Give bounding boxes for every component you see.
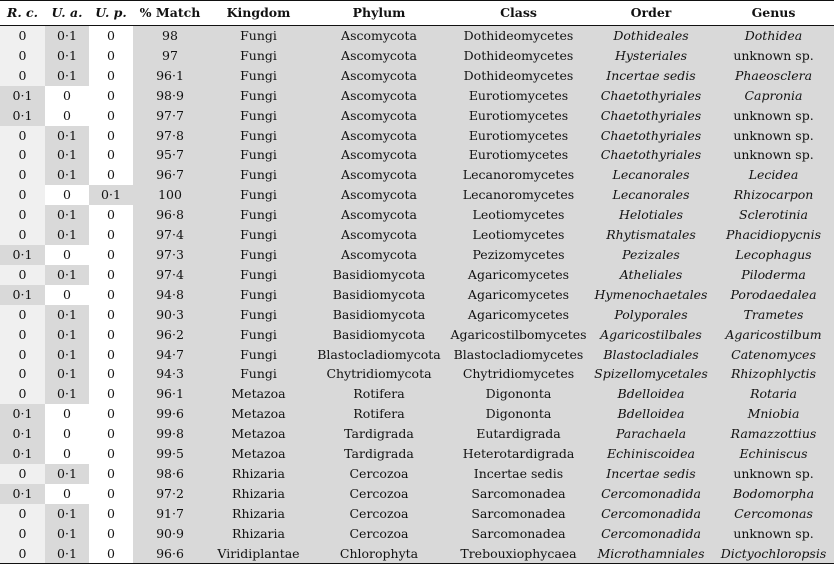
cell-match: 96·1 — [133, 384, 207, 404]
cell-ua: 0·1 — [45, 26, 89, 46]
cell-genus: Dothidea — [713, 26, 834, 46]
cell-kingdom: Fungi — [207, 245, 310, 265]
cell-class: Sarcomonadea — [448, 524, 589, 544]
cell-up: 0 — [89, 46, 133, 66]
cell-up: 0 — [89, 205, 133, 225]
cell-rc: 0 — [0, 305, 45, 325]
cell-class: Chytridiomycetes — [448, 364, 589, 384]
cell-order: Hymenochaetales — [589, 285, 713, 305]
cell-match: 97·4 — [133, 225, 207, 245]
table-row — [0, 265, 834, 285]
cell-match: 98·6 — [133, 464, 207, 484]
cell-phylum: Basidiomycota — [310, 285, 448, 305]
table-row — [0, 305, 834, 325]
cell-up: 0 — [89, 524, 133, 544]
cell-rc: 0·1 — [0, 444, 45, 464]
cell-class: Lecanoromycetes — [448, 165, 589, 185]
cell-order: Incertae sedis — [589, 66, 713, 86]
cell-genus: Capronia — [713, 86, 834, 106]
cell-phylum: Cercozoa — [310, 504, 448, 524]
cell-up: 0 — [89, 444, 133, 464]
table-row — [0, 126, 834, 146]
cell-genus: Agaricostilbum — [713, 325, 834, 345]
table-row — [0, 145, 834, 165]
cell-kingdom: Fungi — [207, 185, 310, 205]
cell-order: Cercomonadida — [589, 484, 713, 504]
cell-phylum: Ascomycota — [310, 165, 448, 185]
cell-class: Blastocladiomycetes — [448, 345, 589, 365]
cell-rc: 0 — [0, 66, 45, 86]
table-row — [0, 245, 834, 265]
cell-genus: Cercomonas — [713, 504, 834, 524]
cell-class: Eurotiomycetes — [448, 106, 589, 126]
cell-genus: Bodomorpha — [713, 484, 834, 504]
cell-kingdom: Fungi — [207, 86, 310, 106]
cell-class: Trebouxiophycaea — [448, 544, 589, 564]
cell-genus: unknown sp. — [713, 126, 834, 146]
table-row — [0, 26, 834, 46]
cell-phylum: Ascomycota — [310, 66, 448, 86]
cell-kingdom: Fungi — [207, 145, 310, 165]
cell-order: Chaetothyriales — [589, 106, 713, 126]
cell-order: Incertae sedis — [589, 464, 713, 484]
cell-ua: 0 — [45, 86, 89, 106]
cell-phylum: Chytridiomycota — [310, 364, 448, 384]
cell-ua: 0 — [45, 404, 89, 424]
header-ua: U. a. — [45, 1, 89, 26]
cell-kingdom: Rhizaria — [207, 504, 310, 524]
cell-genus: unknown sp. — [713, 524, 834, 544]
cell-class: Pezizomycetes — [448, 245, 589, 265]
cell-class: Agaricomycetes — [448, 265, 589, 285]
cell-ua: 0·1 — [45, 66, 89, 86]
cell-rc: 0 — [0, 126, 45, 146]
cell-rc: 0·1 — [0, 424, 45, 444]
cell-phylum: Ascomycota — [310, 185, 448, 205]
cell-match: 97·2 — [133, 484, 207, 504]
table-row — [0, 285, 834, 305]
cell-match: 97 — [133, 46, 207, 66]
cell-class: Dothideomycetes — [448, 66, 589, 86]
cell-order: Chaetothyriales — [589, 145, 713, 165]
cell-up: 0 — [89, 145, 133, 165]
table-row — [0, 225, 834, 245]
cell-up: 0 — [89, 464, 133, 484]
cell-kingdom: Viridiplantae — [207, 544, 310, 564]
cell-up: 0 — [89, 384, 133, 404]
header-order: Order — [589, 1, 713, 26]
cell-rc: 0 — [0, 464, 45, 484]
cell-phylum: Ascomycota — [310, 46, 448, 66]
cell-up: 0 — [89, 424, 133, 444]
cell-rc: 0·1 — [0, 404, 45, 424]
cell-class: Eurotiomycetes — [448, 86, 589, 106]
cell-rc: 0 — [0, 504, 45, 524]
cell-genus: Rotaria — [713, 384, 834, 404]
cell-ua: 0·1 — [45, 504, 89, 524]
table-row — [0, 464, 834, 484]
cell-ua: 0·1 — [45, 464, 89, 484]
table-row — [0, 504, 834, 524]
cell-phylum: Rotifera — [310, 404, 448, 424]
cell-class: Dothideomycetes — [448, 46, 589, 66]
cell-match: 98·9 — [133, 86, 207, 106]
cell-ua: 0·1 — [45, 384, 89, 404]
cell-order: Dothideales — [589, 26, 713, 46]
cell-order: Microthamniales — [589, 544, 713, 564]
header-rc: R. c. — [0, 1, 45, 26]
cell-genus: Phacidiopycnis — [713, 225, 834, 245]
cell-ua: 0·1 — [45, 364, 89, 384]
cell-order: Spizellomycetales — [589, 364, 713, 384]
cell-phylum: Rotifera — [310, 384, 448, 404]
cell-match: 94·3 — [133, 364, 207, 384]
cell-ua: 0 — [45, 245, 89, 265]
cell-order: Rhytismatales — [589, 225, 713, 245]
cell-ua: 0·1 — [45, 305, 89, 325]
cell-rc: 0·1 — [0, 285, 45, 305]
cell-genus: Lecophagus — [713, 245, 834, 265]
cell-up: 0 — [89, 345, 133, 365]
cell-order: Bdelloidea — [589, 404, 713, 424]
cell-kingdom: Metazoa — [207, 444, 310, 464]
cell-order: Parachaela — [589, 424, 713, 444]
cell-match: 97·8 — [133, 126, 207, 146]
cell-kingdom: Fungi — [207, 165, 310, 185]
cell-ua: 0 — [45, 185, 89, 205]
cell-ua: 0·1 — [45, 524, 89, 544]
table-body — [0, 26, 834, 564]
cell-kingdom: Fungi — [207, 205, 310, 225]
cell-class: Heterotardigrada — [448, 444, 589, 464]
cell-kingdom: Fungi — [207, 305, 310, 325]
cell-genus: Ramazzottius — [713, 424, 834, 444]
cell-class: Leotiomycetes — [448, 205, 589, 225]
cell-match: 91·7 — [133, 504, 207, 524]
header-genus: Genus — [713, 1, 834, 26]
cell-phylum: Ascomycota — [310, 205, 448, 225]
cell-up: 0 — [89, 305, 133, 325]
cell-rc: 0 — [0, 345, 45, 365]
table-row — [0, 424, 834, 444]
cell-rc: 0·1 — [0, 106, 45, 126]
cell-up: 0 — [89, 504, 133, 524]
cell-rc: 0·1 — [0, 86, 45, 106]
cell-up: 0·1 — [89, 185, 133, 205]
cell-up: 0 — [89, 364, 133, 384]
cell-genus: unknown sp. — [713, 46, 834, 66]
table-row — [0, 444, 834, 464]
cell-class: Dothideomycetes — [448, 26, 589, 46]
table-row — [0, 384, 834, 404]
cell-order: Cercomonadida — [589, 524, 713, 544]
cell-ua: 0 — [45, 424, 89, 444]
cell-order: Agaricostilbales — [589, 325, 713, 345]
cell-class: Agaricomycetes — [448, 285, 589, 305]
cell-up: 0 — [89, 265, 133, 285]
cell-up: 0 — [89, 86, 133, 106]
cell-phylum: Cercozoa — [310, 464, 448, 484]
cell-genus: unknown sp. — [713, 106, 834, 126]
cell-genus: Catenomyces — [713, 345, 834, 365]
cell-match: 96·2 — [133, 325, 207, 345]
table-row — [0, 46, 834, 66]
cell-kingdom: Fungi — [207, 26, 310, 46]
cell-genus: Lecidea — [713, 165, 834, 185]
table-row — [0, 86, 834, 106]
cell-rc: 0 — [0, 185, 45, 205]
cell-ua: 0 — [45, 484, 89, 504]
cell-ua: 0·1 — [45, 46, 89, 66]
cell-genus: Echiniscus — [713, 444, 834, 464]
cell-match: 100 — [133, 185, 207, 205]
cell-kingdom: Metazoa — [207, 404, 310, 424]
cell-rc: 0 — [0, 145, 45, 165]
cell-phylum: Tardigrada — [310, 424, 448, 444]
cell-match: 96·8 — [133, 205, 207, 225]
cell-genus: Rhizophlyctis — [713, 364, 834, 384]
cell-match: 96·1 — [133, 66, 207, 86]
cell-kingdom: Metazoa — [207, 384, 310, 404]
cell-rc: 0 — [0, 265, 45, 285]
cell-up: 0 — [89, 544, 133, 564]
cell-rc: 0 — [0, 364, 45, 384]
cell-phylum: Ascomycota — [310, 225, 448, 245]
cell-genus: unknown sp. — [713, 464, 834, 484]
cell-class: Agaricomycetes — [448, 305, 589, 325]
cell-class: Sarcomonadea — [448, 504, 589, 524]
cell-phylum: Ascomycota — [310, 145, 448, 165]
cell-kingdom: Metazoa — [207, 424, 310, 444]
cell-up: 0 — [89, 484, 133, 504]
cell-match: 94·7 — [133, 345, 207, 365]
cell-rc: 0 — [0, 205, 45, 225]
cell-genus: Sclerotinia — [713, 205, 834, 225]
cell-class: Digononta — [448, 404, 589, 424]
cell-phylum: Chlorophyta — [310, 544, 448, 564]
header-match: % Match — [133, 1, 207, 26]
cell-match: 99·5 — [133, 444, 207, 464]
cell-up: 0 — [89, 66, 133, 86]
table-header — [0, 1, 834, 26]
table-row — [0, 345, 834, 365]
cell-match: 96·6 — [133, 544, 207, 564]
cell-rc: 0 — [0, 325, 45, 345]
cell-phylum: Tardigrada — [310, 444, 448, 464]
cell-rc: 0 — [0, 26, 45, 46]
cell-phylum: Cercozoa — [310, 524, 448, 544]
cell-ua: 0·1 — [45, 544, 89, 564]
table-row — [0, 524, 834, 544]
cell-kingdom: Rhizaria — [207, 464, 310, 484]
cell-match: 98 — [133, 26, 207, 46]
table-row — [0, 364, 834, 384]
cell-phylum: Ascomycota — [310, 106, 448, 126]
cell-class: Agaricostilbomycetes — [448, 325, 589, 345]
cell-up: 0 — [89, 126, 133, 146]
cell-genus: Rhizocarpon — [713, 185, 834, 205]
cell-rc: 0·1 — [0, 484, 45, 504]
table-row — [0, 165, 834, 185]
cell-genus: unknown sp. — [713, 145, 834, 165]
cell-order: Polyporales — [589, 305, 713, 325]
cell-ua: 0·1 — [45, 225, 89, 245]
cell-kingdom: Fungi — [207, 106, 310, 126]
cell-class: Lecanoromycetes — [448, 185, 589, 205]
cell-phylum: Ascomycota — [310, 86, 448, 106]
header-up: U. p. — [89, 1, 133, 26]
cell-up: 0 — [89, 325, 133, 345]
cell-rc: 0 — [0, 225, 45, 245]
header-class: Class — [448, 1, 589, 26]
cell-class: Digononta — [448, 384, 589, 404]
cell-match: 99·6 — [133, 404, 207, 424]
cell-kingdom: Fungi — [207, 46, 310, 66]
cell-order: Chaetothyriales — [589, 86, 713, 106]
cell-kingdom: Fungi — [207, 285, 310, 305]
cell-order: Lecanorales — [589, 165, 713, 185]
cell-genus: Mniobia — [713, 404, 834, 424]
cell-ua: 0·1 — [45, 265, 89, 285]
cell-phylum: Blastocladiomycota — [310, 345, 448, 365]
cell-up: 0 — [89, 106, 133, 126]
cell-order: Lecanorales — [589, 185, 713, 205]
cell-match: 99·8 — [133, 424, 207, 444]
cell-class: Eurotiomycetes — [448, 145, 589, 165]
cell-genus: Dictyochloropsis — [713, 544, 834, 564]
cell-ua: 0·1 — [45, 205, 89, 225]
cell-genus: Porodaedalea — [713, 285, 834, 305]
cell-match: 95·7 — [133, 145, 207, 165]
cell-ua: 0·1 — [45, 145, 89, 165]
cell-kingdom: Fungi — [207, 225, 310, 245]
cell-order: Blastocladiales — [589, 345, 713, 365]
cell-up: 0 — [89, 26, 133, 46]
cell-ua: 0 — [45, 106, 89, 126]
header-kingdom: Kingdom — [207, 1, 310, 26]
header-row — [0, 1, 834, 26]
cell-ua: 0 — [45, 285, 89, 305]
cell-class: Incertae sedis — [448, 464, 589, 484]
cell-order: Helotiales — [589, 205, 713, 225]
cell-order: Pezizales — [589, 245, 713, 265]
cell-match: 96·7 — [133, 165, 207, 185]
cell-rc: 0 — [0, 524, 45, 544]
cell-class: Leotiomycetes — [448, 225, 589, 245]
cell-rc: 0 — [0, 544, 45, 564]
cell-up: 0 — [89, 285, 133, 305]
cell-kingdom: Rhizaria — [207, 484, 310, 504]
cell-phylum: Ascomycota — [310, 126, 448, 146]
cell-phylum: Cercozoa — [310, 484, 448, 504]
cell-order: Chaetothyriales — [589, 126, 713, 146]
cell-kingdom: Fungi — [207, 126, 310, 146]
cell-ua: 0·1 — [45, 126, 89, 146]
cell-ua: 0·1 — [45, 345, 89, 365]
cell-order: Atheliales — [589, 265, 713, 285]
header-phylum: Phylum — [310, 1, 448, 26]
cell-kingdom: Fungi — [207, 265, 310, 285]
cell-kingdom: Fungi — [207, 66, 310, 86]
cell-match: 90·9 — [133, 524, 207, 544]
cell-order: Bdelloidea — [589, 384, 713, 404]
cell-kingdom: Fungi — [207, 325, 310, 345]
cell-match: 90·3 — [133, 305, 207, 325]
cell-order: Cercomonadida — [589, 504, 713, 524]
cell-rc: 0 — [0, 384, 45, 404]
table-row — [0, 66, 834, 86]
table-row — [0, 106, 834, 126]
cell-class: Sarcomonadea — [448, 484, 589, 504]
cell-up: 0 — [89, 245, 133, 265]
cell-phylum: Basidiomycota — [310, 325, 448, 345]
cell-ua: 0·1 — [45, 165, 89, 185]
cell-kingdom: Fungi — [207, 364, 310, 384]
cell-match: 97·4 — [133, 265, 207, 285]
cell-kingdom: Rhizaria — [207, 524, 310, 544]
cell-kingdom: Fungi — [207, 345, 310, 365]
cell-genus: Piloderma — [713, 265, 834, 285]
cell-order: Echiniscoidea — [589, 444, 713, 464]
cell-phylum: Basidiomycota — [310, 305, 448, 325]
cell-rc: 0 — [0, 46, 45, 66]
cell-class: Eutardigrada — [448, 424, 589, 444]
cell-match: 97·3 — [133, 245, 207, 265]
cell-ua: 0·1 — [45, 325, 89, 345]
cell-phylum: Ascomycota — [310, 245, 448, 265]
cell-phylum: Basidiomycota — [310, 265, 448, 285]
table-row — [0, 404, 834, 424]
table-row — [0, 484, 834, 504]
cell-phylum: Ascomycota — [310, 26, 448, 46]
cell-up: 0 — [89, 165, 133, 185]
cell-match: 94·8 — [133, 285, 207, 305]
cell-rc: 0 — [0, 165, 45, 185]
table-row — [0, 185, 834, 205]
cell-rc: 0·1 — [0, 245, 45, 265]
cell-class: Eurotiomycetes — [448, 126, 589, 146]
cell-genus: Trametes — [713, 305, 834, 325]
cell-order: Hysteriales — [589, 46, 713, 66]
cell-ua: 0 — [45, 444, 89, 464]
cell-up: 0 — [89, 404, 133, 424]
cell-match: 97·7 — [133, 106, 207, 126]
table-row — [0, 205, 834, 225]
cell-up: 0 — [89, 225, 133, 245]
table-row — [0, 325, 834, 345]
cell-genus: Phaeosclera — [713, 66, 834, 86]
